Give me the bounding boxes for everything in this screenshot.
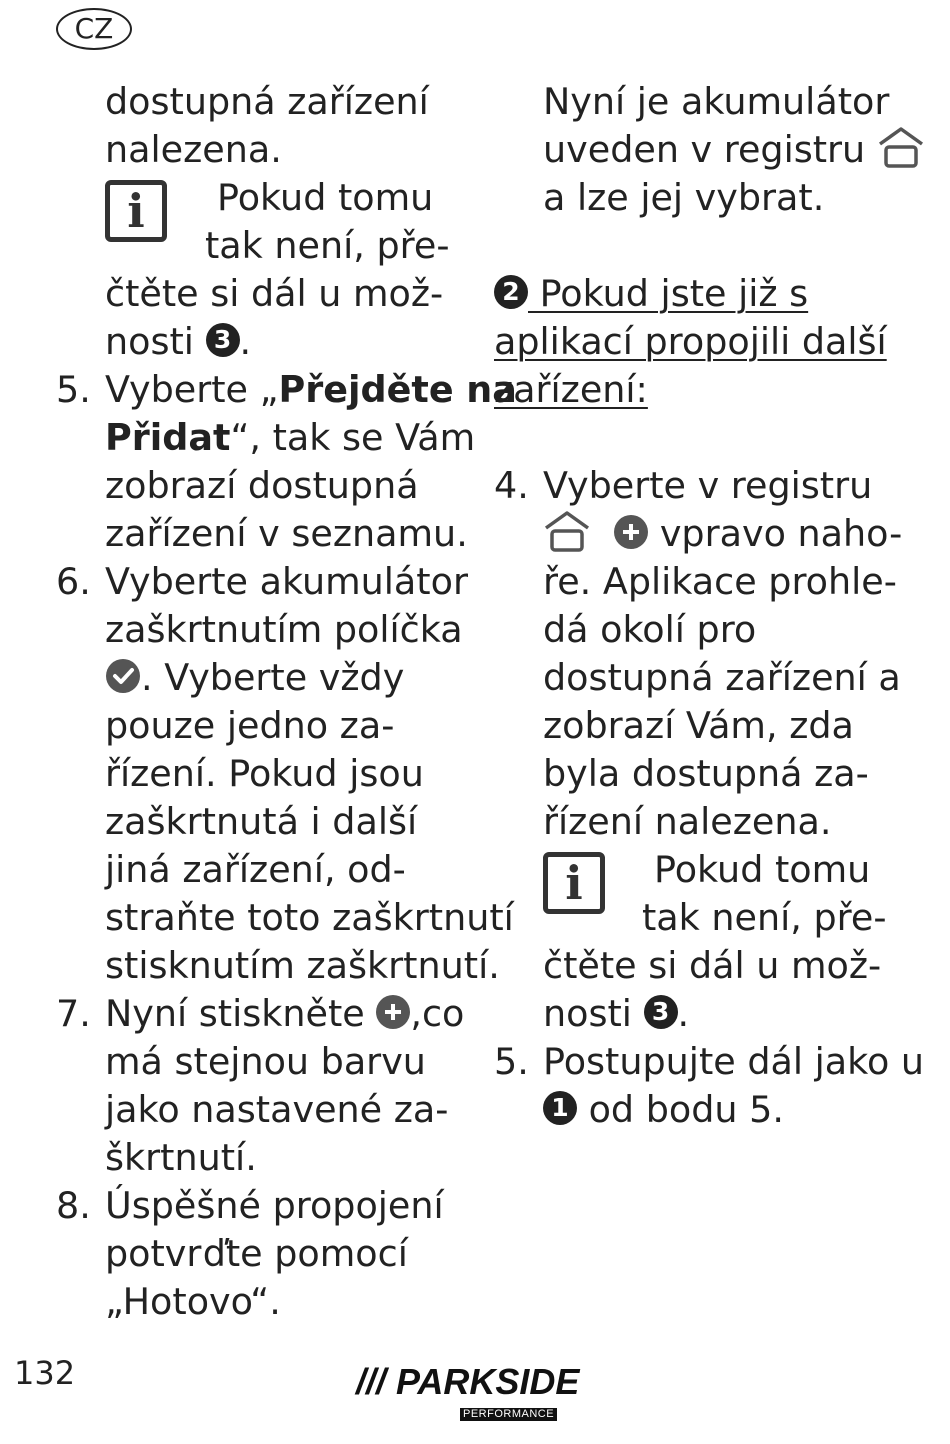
plus-circle-icon bbox=[376, 995, 410, 1029]
step-4-line: ře. Aplikace prohle- bbox=[543, 560, 897, 603]
text-line: dostupná zařízení bbox=[105, 80, 429, 123]
info-icon: i bbox=[543, 852, 605, 914]
language-badge: CZ bbox=[56, 8, 132, 50]
number-2-icon: 2 bbox=[494, 275, 528, 309]
section-2-heading: zařízení: bbox=[494, 368, 648, 411]
step-7: 7. Nyní stiskněte ,co bbox=[56, 992, 465, 1035]
text-line: a lze jej vybrat. bbox=[543, 176, 825, 219]
text-line: nalezena. bbox=[105, 128, 282, 171]
plus-circle-icon bbox=[614, 515, 648, 549]
step-7-line: škrtnutí. bbox=[105, 1136, 257, 1179]
text-line: Nyní je akumulátor bbox=[543, 80, 890, 123]
info-line: tak není, pře- bbox=[642, 896, 887, 939]
step-6-line: stisknutím zaškrtnutí. bbox=[105, 944, 500, 987]
step-4-line: dá okolí pro bbox=[543, 608, 757, 651]
step-4-line: dostupná zařízení a bbox=[543, 656, 901, 699]
step-5: 5. Vyberte „Přejděte na bbox=[56, 368, 517, 411]
info-line: Pokud tomu bbox=[217, 176, 434, 219]
home-register-icon bbox=[877, 126, 925, 170]
section-2-heading: aplikací propojili další bbox=[494, 320, 887, 363]
step-5-line: 1 od bodu 5. bbox=[494, 1086, 934, 1134]
number-1-icon: 1 bbox=[543, 1091, 577, 1125]
info-note bbox=[56, 174, 476, 270]
text-line: uveden v registru bbox=[494, 126, 934, 174]
home-register-icon bbox=[543, 510, 591, 554]
step-6-line: řízení. Pokud jsou bbox=[105, 752, 424, 795]
number-3-icon: 3 bbox=[206, 323, 240, 357]
checkmark-circle-icon bbox=[105, 658, 141, 694]
info-line: Pokud tomu bbox=[654, 848, 871, 891]
left-column bbox=[56, 78, 517, 1326]
step-8-line: „Hotovo“. bbox=[105, 1280, 281, 1323]
step-6-line: . Vyberte vždy bbox=[56, 654, 476, 702]
step-8: 8. Úspěšné propojení bbox=[56, 1184, 444, 1227]
step-5-line: zobrazí dostupná bbox=[105, 464, 419, 507]
step-6-line: jiná zařízení, od- bbox=[105, 848, 406, 891]
step-6: 6. Vyberte akumulátor bbox=[56, 560, 468, 603]
step-4: 4. Vyberte v registru bbox=[494, 464, 873, 507]
step-5-line: Přidat“, tak se Vám bbox=[105, 416, 476, 459]
info-line: tak není, pře- bbox=[205, 224, 450, 267]
step-8-line: potvrďte pomocí bbox=[105, 1232, 408, 1275]
step-4-line: zobrazí Vám, zda bbox=[543, 704, 854, 747]
section-2-heading: 2 Pokud jste již s bbox=[494, 270, 934, 318]
step-6-line: straňte toto zaškrtnutí bbox=[105, 896, 514, 939]
step-4-line: vpravo naho- bbox=[494, 510, 934, 558]
brand-name: /// PARKSIDE bbox=[356, 1361, 580, 1402]
step-7-line: má stejnou barvu bbox=[105, 1040, 426, 1083]
brand-sub: PERFORMANCE bbox=[460, 1408, 557, 1421]
info-note bbox=[494, 846, 934, 942]
step-4-line: byla dostupná za- bbox=[543, 752, 869, 795]
step-6-line: zaškrtnutá i další bbox=[105, 800, 418, 843]
number-3-icon: 3 bbox=[644, 995, 678, 1029]
info-line: čtěte si dál u mož- bbox=[105, 272, 444, 315]
info-line: nosti 3 . bbox=[543, 992, 690, 1035]
step-6-line: pouze jedno za- bbox=[105, 704, 395, 747]
step-6-line: zaškrtnutím políčka bbox=[105, 608, 463, 651]
info-line: čtěte si dál u mož- bbox=[543, 944, 882, 987]
page-number: 132 bbox=[14, 1354, 76, 1392]
parkside-logo bbox=[356, 1361, 580, 1422]
info-line: nosti 3 . bbox=[105, 320, 252, 363]
step-5: 5. Postupujte dál jako u bbox=[494, 1040, 925, 1083]
info-icon: i bbox=[105, 180, 167, 242]
step-4-line: řízení nalezena. bbox=[543, 800, 832, 843]
step-5-line: zařízení v seznamu. bbox=[105, 512, 468, 555]
step-7-line: jako nastavené za- bbox=[105, 1088, 449, 1131]
right-column bbox=[494, 78, 934, 1134]
